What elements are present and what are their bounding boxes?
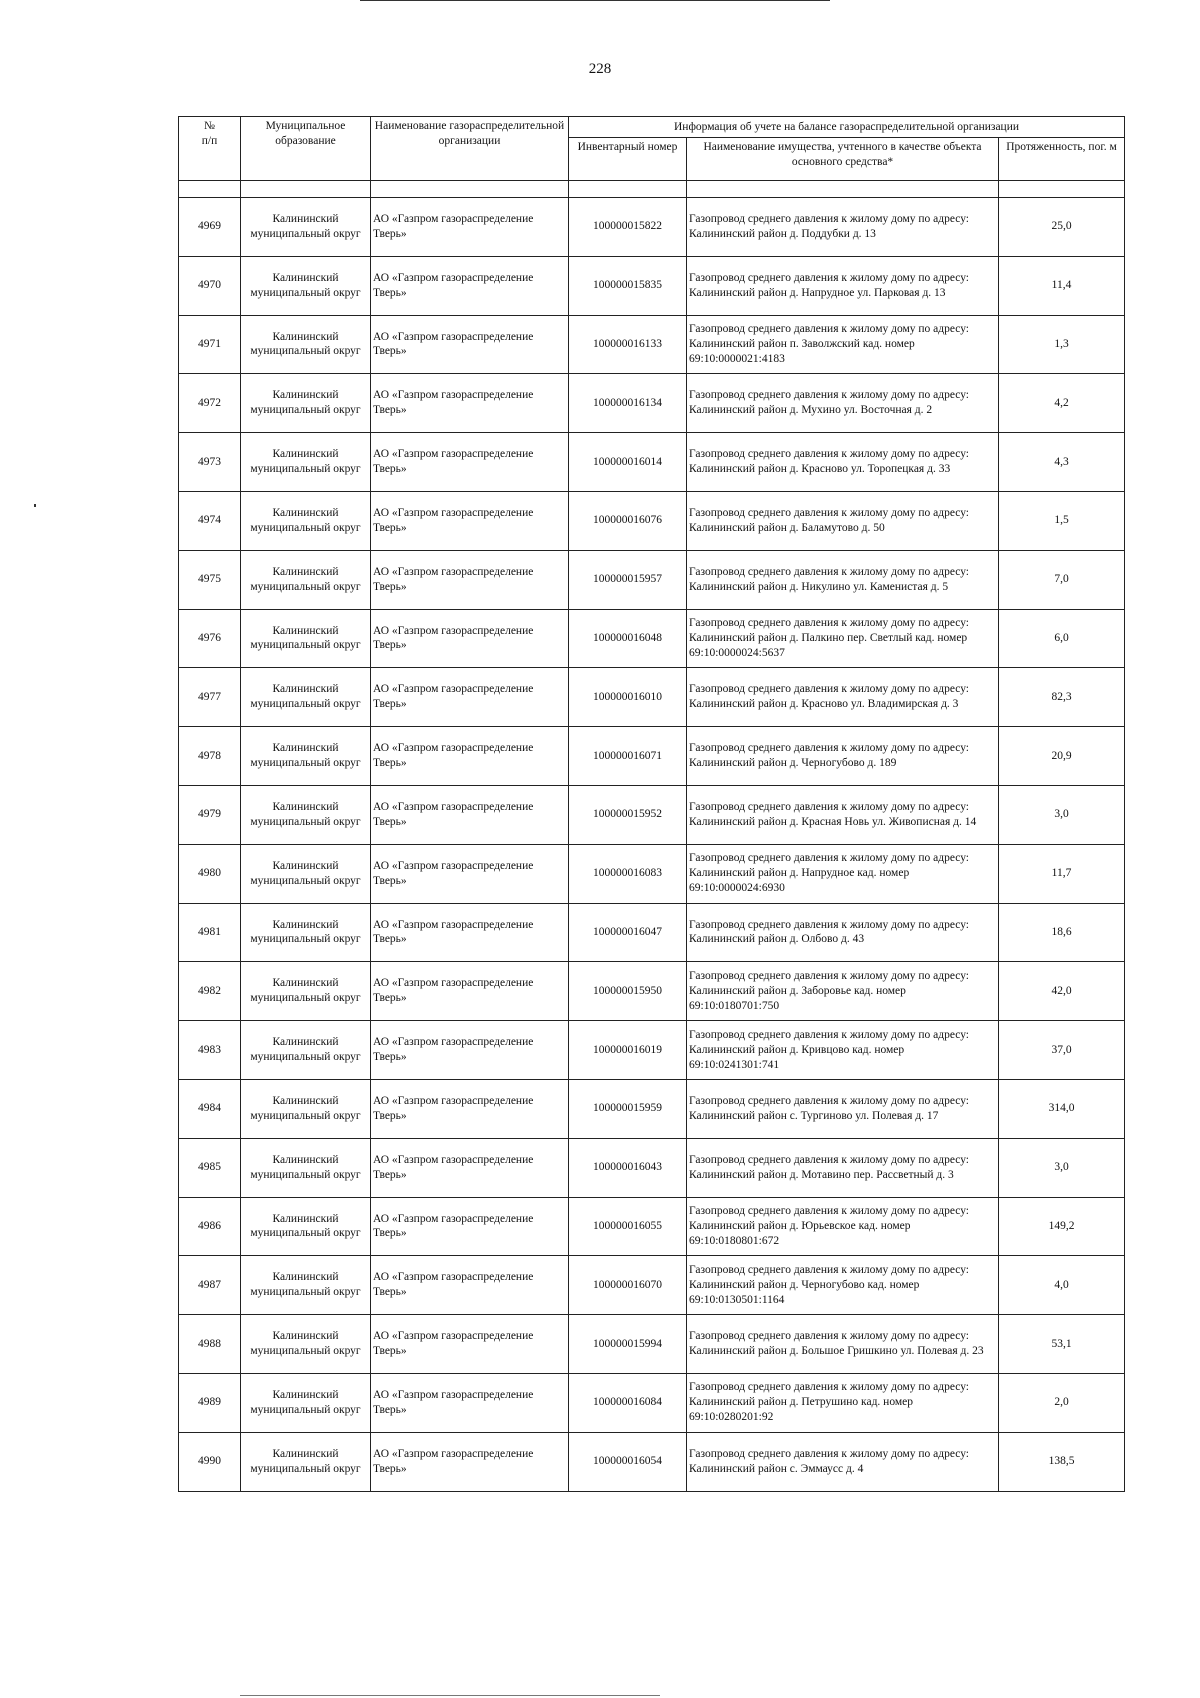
length-cell: 3,0 (999, 1138, 1125, 1197)
organization-cell: АО «Газпром газораспределение Тверь» (371, 1432, 569, 1491)
municipality-cell: Калининский муниципальный округ (241, 1432, 371, 1491)
length-cell: 4,0 (999, 1256, 1125, 1315)
inventory-number-cell: 100000016071 (569, 727, 687, 786)
row-number-cell: 4971 (179, 315, 241, 374)
table-header (179, 117, 1125, 198)
header-info-group: Информация об учете на балансе газораспределительной организации (569, 117, 1125, 138)
table-row (179, 962, 1125, 1021)
organization-cell: АО «Газпром газораспределение Тверь» (371, 256, 569, 315)
row-number-cell: 4980 (179, 844, 241, 903)
asset-name-cell: Газопровод среднего давления к жилому дому по адресу: Калининский район д. Мухино ул. Восточная д. 2 (687, 374, 999, 433)
table-row (179, 727, 1125, 786)
scan-edge-line-bottom (240, 1695, 660, 1696)
length-cell: 53,1 (999, 1315, 1125, 1374)
municipality-cell: Калининский муниципальный округ (241, 374, 371, 433)
asset-name-cell: Газопровод среднего давления к жилому дому по адресу: Калининский район д. Поддубки д. 13 (687, 198, 999, 257)
page-number: 228 (588, 61, 612, 77)
asset-name-cell: Газопровод среднего давления к жилому дому по адресу: Калининский район п. Заволжский кад. номер 69:10:0000021:4183 (687, 315, 999, 374)
length-cell: 18,6 (999, 903, 1125, 962)
inventory-number-cell: 100000016055 (569, 1197, 687, 1256)
length-cell: 42,0 (999, 962, 1125, 1021)
length-cell: 37,0 (999, 1021, 1125, 1080)
organization-cell: АО «Газпром газораспределение Тверь» (371, 1197, 569, 1256)
inventory-number-cell: 100000016014 (569, 433, 687, 492)
scan-edge-line (360, 0, 830, 1)
organization-cell: АО «Газпром газораспределение Тверь» (371, 727, 569, 786)
table-body (179, 198, 1125, 1492)
table-row (179, 1256, 1125, 1315)
header-municipality: Муниципальное образование (241, 117, 371, 181)
inventory-number-cell: 100000016048 (569, 609, 687, 668)
organization-cell: АО «Газпром газораспределение Тверь» (371, 962, 569, 1021)
table-row (179, 1197, 1125, 1256)
row-number-cell: 4970 (179, 256, 241, 315)
row-number-cell: 4983 (179, 1021, 241, 1080)
table-row (179, 903, 1125, 962)
municipality-cell: Калининский муниципальный округ (241, 315, 371, 374)
organization-cell: АО «Газпром газораспределение Тверь» (371, 609, 569, 668)
length-cell: 20,9 (999, 727, 1125, 786)
row-number-cell: 4972 (179, 374, 241, 433)
inventory-number-cell: 100000015822 (569, 198, 687, 257)
table-row (179, 491, 1125, 550)
table-row (179, 1079, 1125, 1138)
organization-cell: АО «Газпром газораспределение Тверь» (371, 785, 569, 844)
municipality-cell: Калининский муниципальный округ (241, 1079, 371, 1138)
inventory-number-cell: 100000015957 (569, 550, 687, 609)
asset-name-cell: Газопровод среднего давления к жилому дому по адресу: Калининский район д. Черногубово кад. номер 69:10:0130501:1164 (687, 1256, 999, 1315)
row-number-cell: 4977 (179, 668, 241, 727)
length-cell: 314,0 (999, 1079, 1125, 1138)
row-number-cell: 4978 (179, 727, 241, 786)
inventory-number-cell: 100000016133 (569, 315, 687, 374)
length-cell: 11,4 (999, 256, 1125, 315)
inventory-number-cell: 100000016019 (569, 1021, 687, 1080)
table-row (179, 198, 1125, 257)
table-row (179, 374, 1125, 433)
header-inventory: Инвентарный номер (569, 138, 687, 181)
header-spacer-row (179, 181, 1125, 198)
inventory-number-cell: 100000016083 (569, 844, 687, 903)
inventory-number-cell: 100000016010 (569, 668, 687, 727)
organization-cell: АО «Газпром газораспределение Тверь» (371, 1079, 569, 1138)
table-row (179, 668, 1125, 727)
asset-name-cell: Газопровод среднего давления к жилому дому по адресу: Калининский район с. Тургиново ул. Полевая д. 17 (687, 1079, 999, 1138)
inventory-number-cell: 100000015994 (569, 1315, 687, 1374)
municipality-cell: Калининский муниципальный округ (241, 668, 371, 727)
asset-registry-table (178, 116, 1125, 1492)
row-number-cell: 4986 (179, 1197, 241, 1256)
length-cell: 2,0 (999, 1373, 1125, 1432)
asset-name-cell: Газопровод среднего давления к жилому дому по адресу: Калининский район д. Напрудное кад. номер 69:10:0000024:6930 (687, 844, 999, 903)
row-number-cell: 4984 (179, 1079, 241, 1138)
asset-name-cell: Газопровод среднего давления к жилому дому по адресу: Калининский район д. Петрушино кад. номер 69:10:0280201:92 (687, 1373, 999, 1432)
inventory-number-cell: 100000016084 (569, 1373, 687, 1432)
length-cell: 6,0 (999, 609, 1125, 668)
table-row (179, 1021, 1125, 1080)
row-number-cell: 4990 (179, 1432, 241, 1491)
organization-cell: АО «Газпром газораспределение Тверь» (371, 491, 569, 550)
asset-name-cell: Газопровод среднего давления к жилому дому по адресу: Калининский район д. Красная Новь ул. Живописная д. 14 (687, 785, 999, 844)
header-num: № п/п (179, 117, 241, 181)
row-number-cell: 4985 (179, 1138, 241, 1197)
inventory-number-cell: 100000015835 (569, 256, 687, 315)
municipality-cell: Калининский муниципальный округ (241, 1315, 371, 1374)
organization-cell: АО «Газпром газораспределение Тверь» (371, 1138, 569, 1197)
length-cell: 82,3 (999, 668, 1125, 727)
inventory-number-cell: 100000016043 (569, 1138, 687, 1197)
row-number-cell: 4975 (179, 550, 241, 609)
header-organization: Наименование газораспределительной организации (371, 117, 569, 181)
inventory-number-cell: 100000016054 (569, 1432, 687, 1491)
length-cell: 4,2 (999, 374, 1125, 433)
table-row (179, 433, 1125, 492)
organization-cell: АО «Газпром газораспределение Тверь» (371, 315, 569, 374)
organization-cell: АО «Газпром газораспределение Тверь» (371, 374, 569, 433)
municipality-cell: Калининский муниципальный округ (241, 962, 371, 1021)
row-number-cell: 4979 (179, 785, 241, 844)
municipality-cell: Калининский муниципальный округ (241, 433, 371, 492)
municipality-cell: Калининский муниципальный округ (241, 727, 371, 786)
length-cell: 149,2 (999, 1197, 1125, 1256)
asset-name-cell: Газопровод среднего давления к жилому дому по адресу: Калининский район д. Палкино пер. Светлый кад. номер 69:10:0000024:5637 (687, 609, 999, 668)
length-cell: 7,0 (999, 550, 1125, 609)
asset-name-cell: Газопровод среднего давления к жилому дому по адресу: Калининский район д. Красново ул. Владимирская д. 3 (687, 668, 999, 727)
organization-cell: АО «Газпром газораспределение Тверь» (371, 198, 569, 257)
municipality-cell: Калининский муниципальный округ (241, 844, 371, 903)
row-number-cell: 4981 (179, 903, 241, 962)
inventory-number-cell: 100000015952 (569, 785, 687, 844)
organization-cell: АО «Газпром газораспределение Тверь» (371, 844, 569, 903)
asset-name-cell: Газопровод среднего давления к жилому дому по адресу: Калининский район д. Заборовье кад. номер 69:10:0180701:750 (687, 962, 999, 1021)
municipality-cell: Калининский муниципальный округ (241, 609, 371, 668)
asset-name-cell: Газопровод среднего давления к жилому дому по адресу: Калининский район д. Олбово д. 43 (687, 903, 999, 962)
municipality-cell: Калининский муниципальный округ (241, 1373, 371, 1432)
row-number-cell: 4988 (179, 1315, 241, 1374)
municipality-cell: Калининский муниципальный округ (241, 550, 371, 609)
row-number-cell: 4974 (179, 491, 241, 550)
inventory-number-cell: 100000016047 (569, 903, 687, 962)
asset-name-cell: Газопровод среднего давления к жилому дому по адресу: Калининский район д. Напрудное ул. Парковая д. 13 (687, 256, 999, 315)
length-cell: 25,0 (999, 198, 1125, 257)
asset-name-cell: Газопровод среднего давления к жилому дому по адресу: Калининский район д. Кривцово кад. номер 69:10:0241301:741 (687, 1021, 999, 1080)
table-row (179, 1138, 1125, 1197)
table-row (179, 256, 1125, 315)
length-cell: 1,3 (999, 315, 1125, 374)
asset-name-cell: Газопровод среднего давления к жилому дому по адресу: Калининский район с. Эммаусс д. 4 (687, 1432, 999, 1491)
organization-cell: АО «Газпром газораспределение Тверь» (371, 1315, 569, 1374)
row-number-cell: 4969 (179, 198, 241, 257)
header-length: Протяженность, пог. м (999, 138, 1125, 181)
table-row (179, 550, 1125, 609)
organization-cell: АО «Газпром газораспределение Тверь» (371, 1021, 569, 1080)
municipality-cell: Калининский муниципальный округ (241, 256, 371, 315)
table-row (179, 1373, 1125, 1432)
length-cell: 4,3 (999, 433, 1125, 492)
asset-name-cell: Газопровод среднего давления к жилому дому по адресу: Калининский район д. Баламутово д. 50 (687, 491, 999, 550)
organization-cell: АО «Газпром газораспределение Тверь» (371, 433, 569, 492)
scan-speck (34, 504, 36, 507)
length-cell: 138,5 (999, 1432, 1125, 1491)
table-row (179, 785, 1125, 844)
municipality-cell: Калининский муниципальный округ (241, 491, 371, 550)
municipality-cell: Калининский муниципальный округ (241, 1197, 371, 1256)
table-row (179, 315, 1125, 374)
asset-name-cell: Газопровод среднего давления к жилому дому по адресу: Калининский район д. Мотавино пер. Рассветный д. 3 (687, 1138, 999, 1197)
organization-cell: АО «Газпром газораспределение Тверь» (371, 550, 569, 609)
table-row (179, 1315, 1125, 1374)
asset-name-cell: Газопровод среднего давления к жилому дому по адресу: Калининский район д. Юрьевское кад. номер 69:10:0180801:672 (687, 1197, 999, 1256)
length-cell: 3,0 (999, 785, 1125, 844)
asset-name-cell: Газопровод среднего давления к жилому дому по адресу: Калининский район д. Черногубово д. 189 (687, 727, 999, 786)
table-row (179, 844, 1125, 903)
length-cell: 11,7 (999, 844, 1125, 903)
table-row (179, 1432, 1125, 1491)
header-asset-name: Наименование имущества, учтенного в качестве объекта основного средства* (687, 138, 999, 181)
row-number-cell: 4989 (179, 1373, 241, 1432)
length-cell: 1,5 (999, 491, 1125, 550)
organization-cell: АО «Газпром газораспределение Тверь» (371, 1373, 569, 1432)
inventory-number-cell: 100000015950 (569, 962, 687, 1021)
municipality-cell: Калининский муниципальный округ (241, 1138, 371, 1197)
row-number-cell: 4976 (179, 609, 241, 668)
organization-cell: АО «Газпром газораспределение Тверь» (371, 668, 569, 727)
asset-name-cell: Газопровод среднего давления к жилому дому по адресу: Калининский район д. Никулино ул. Каменистая д. 5 (687, 550, 999, 609)
row-number-cell: 4987 (179, 1256, 241, 1315)
row-number-cell: 4982 (179, 962, 241, 1021)
municipality-cell: Калининский муниципальный округ (241, 1021, 371, 1080)
inventory-number-cell: 100000016076 (569, 491, 687, 550)
municipality-cell: Калининский муниципальный округ (241, 198, 371, 257)
asset-name-cell: Газопровод среднего давления к жилому дому по адресу: Калининский район д. Большое Гришкино ул. Полевая д. 23 (687, 1315, 999, 1374)
organization-cell: АО «Газпром газораспределение Тверь» (371, 903, 569, 962)
inventory-number-cell: 100000016134 (569, 374, 687, 433)
organization-cell: АО «Газпром газораспределение Тверь» (371, 1256, 569, 1315)
row-number-cell: 4973 (179, 433, 241, 492)
asset-name-cell: Газопровод среднего давления к жилому дому по адресу: Калининский район д. Красново ул. Торопецкая д. 33 (687, 433, 999, 492)
inventory-number-cell: 100000015959 (569, 1079, 687, 1138)
municipality-cell: Калининский муниципальный округ (241, 903, 371, 962)
table-row (179, 609, 1125, 668)
inventory-number-cell: 100000016070 (569, 1256, 687, 1315)
municipality-cell: Калининский муниципальный округ (241, 1256, 371, 1315)
municipality-cell: Калининский муниципальный округ (241, 785, 371, 844)
